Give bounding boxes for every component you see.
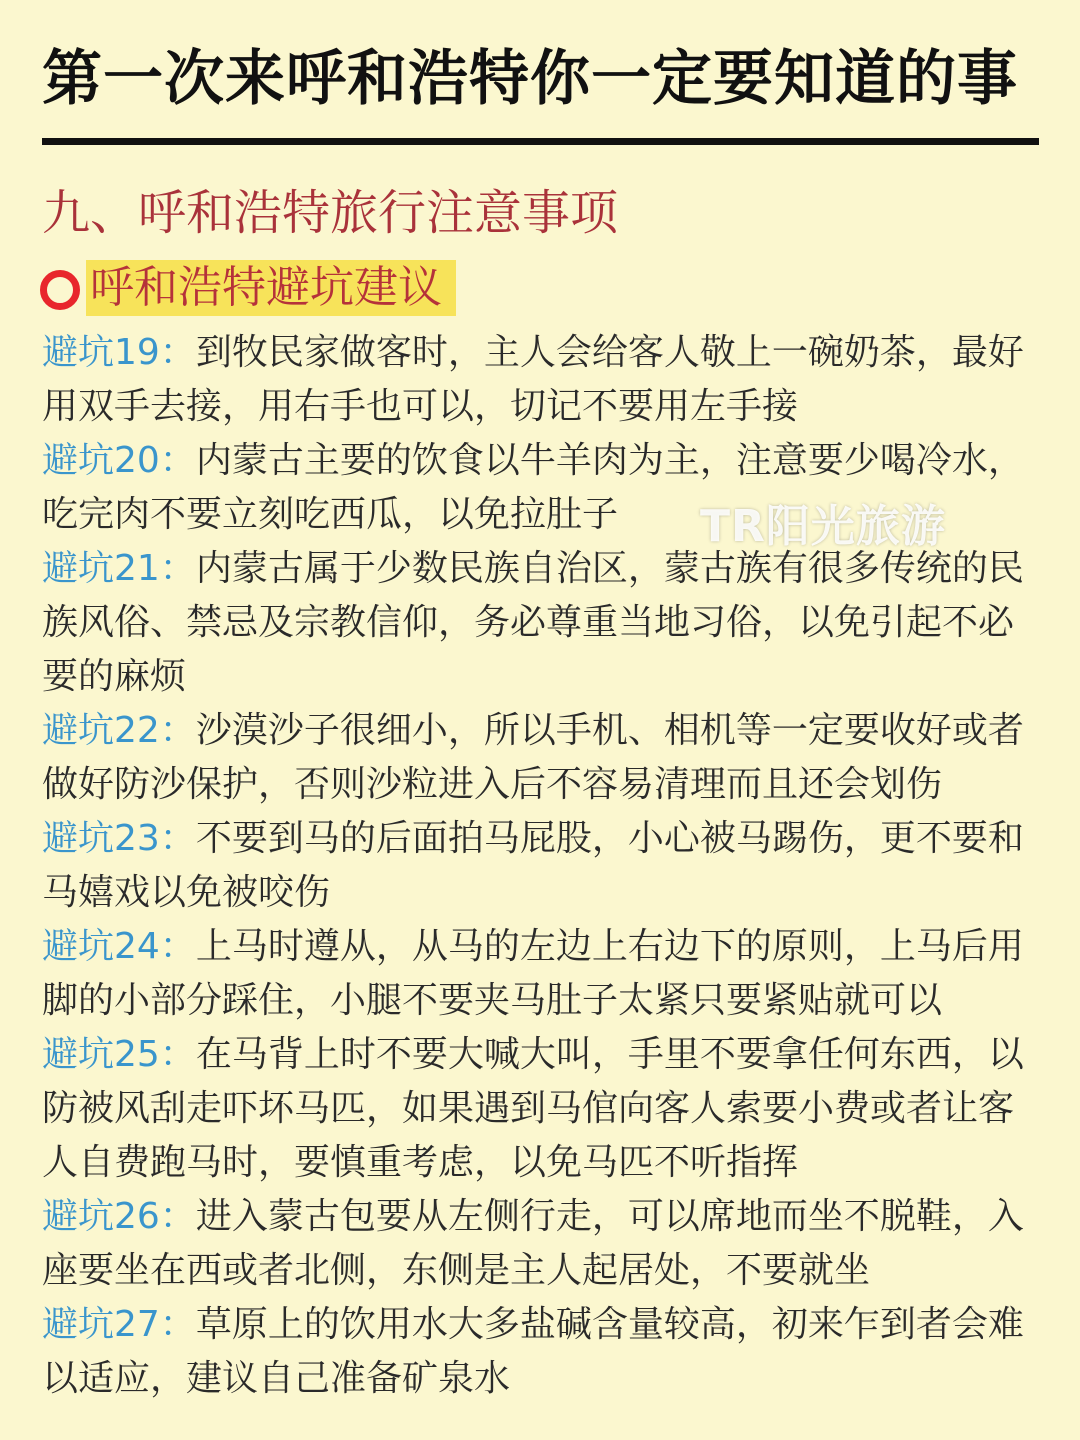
- tip-label: 避坑20：: [42, 440, 196, 481]
- tip-item: [42, 1028, 1042, 1190]
- tip-item: [42, 326, 1042, 434]
- tip-item: [42, 1298, 1042, 1406]
- title-divider: [42, 138, 1039, 145]
- tip-label: 避坑22：: [42, 710, 196, 751]
- tip-text: 内蒙古属于少数民族自治区，蒙古族有很多传统的民族风俗、禁忌及宗教信仰，务必尊重当地习俗，以免引起不必要的麻烦: [42, 548, 1024, 697]
- tip-label: 避坑24：: [42, 926, 196, 967]
- tip-text: 上马时遵从，从马的左边上右边下的原则，上马后用脚的小部分踩住，小腿不要夹马肚子太紧只要紧贴就可以: [42, 926, 1024, 1021]
- sub-heading-row: [40, 258, 456, 318]
- page-title: 第一次来呼和浩特你一定要知道的事: [42, 44, 1018, 114]
- tip-label: 避坑27：: [42, 1304, 196, 1345]
- tip-item: [42, 542, 1042, 704]
- tip-item: [42, 920, 1042, 1028]
- tip-item: [42, 1190, 1042, 1298]
- tip-label: 避坑21：: [42, 548, 196, 589]
- tip-item: [42, 812, 1042, 920]
- sub-heading: 呼和浩特避坑建议: [86, 260, 456, 316]
- tips-list: [42, 326, 1042, 1406]
- tip-text: 沙漠沙子很细小，所以手机、相机等一定要收好或者做好防沙保护，否则沙粒进入后不容易清理而且还会划伤: [42, 710, 1024, 805]
- red-circle-icon: [40, 270, 80, 310]
- tip-item: [42, 704, 1042, 812]
- tip-label: 避坑23：: [42, 818, 196, 859]
- watermark: TR阳光旅游: [700, 501, 946, 552]
- tip-text: 进入蒙古包要从左侧行走，可以席地而坐不脱鞋，入座要坐在西或者北侧，东侧是主人起居处，不要就坐: [42, 1196, 1024, 1291]
- section-heading: 九、呼和浩特旅行注意事项: [42, 185, 619, 241]
- tip-label: 避坑19：: [42, 332, 196, 373]
- tip-label: 避坑26：: [42, 1196, 196, 1237]
- tip-text: 草原上的饮用水大多盐碱含量较高，初来乍到者会难以适应，建议自己准备矿泉水: [42, 1304, 1024, 1399]
- tip-text: 在马背上时不要大喊大叫，手里不要拿任何东西，以防被风刮走吓坏马匹，如果遇到马倌向客人索要小费或者让客人自费跑马时，要慎重考虑，以免马匹不听指挥: [42, 1034, 1024, 1183]
- tip-text: 内蒙古主要的饮食以牛羊肉为主，注意要少喝冷水，吃完肉不要立刻吃西瓜，以免拉肚子: [42, 440, 1024, 535]
- tip-text: 不要到马的后面拍马屁股，小心被马踢伤，更不要和马嬉戏以免被咬伤: [42, 818, 1024, 913]
- tip-label: 避坑25：: [42, 1034, 196, 1075]
- tip-text: 到牧民家做客时，主人会给客人敬上一碗奶茶，最好用双手去接，用右手也可以，切记不要用左手接: [42, 332, 1024, 427]
